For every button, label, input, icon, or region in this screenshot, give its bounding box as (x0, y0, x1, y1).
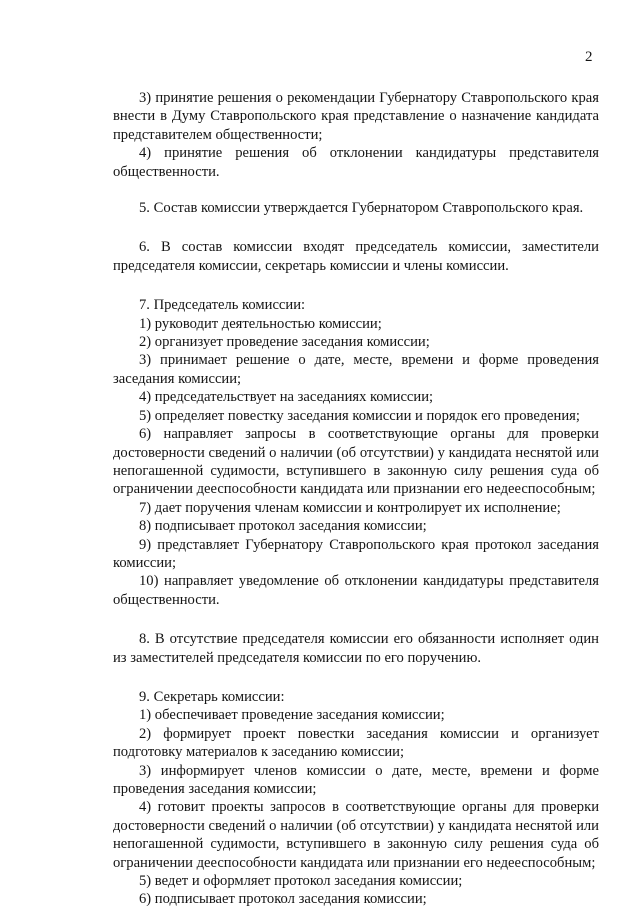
list-item: 5) определяет повестку заседания комиссии и порядок его проведения; (139, 407, 580, 424)
list-item: 9) представляет Губернатору Ставропольского края протокол заседания комиссии; (113, 536, 599, 571)
list-item: 2) организует проведение заседания комиссии; (139, 334, 430, 351)
list-item: 5) ведет и оформляет протокол заседания комиссии; (139, 873, 463, 890)
list-item: 6) подписывает протокол заседания комиссии; (139, 891, 427, 908)
section-heading: 7. Председатель комиссии: (139, 297, 306, 314)
page-number: 2 (585, 49, 593, 65)
document-body (113, 89, 599, 909)
list-item: 2) формирует проект повестки заседания комиссии и организует подготовку материалов к заседанию комиссии; (113, 725, 599, 761)
list-item: 10) направляет уведомление об отклонении кандидатуры представителя общественности. (113, 573, 599, 608)
list-item: 8) подписывает протокол заседания комиссии; (139, 518, 427, 535)
list-item: 3) информирует членов комиссии о дате, месте, времени и форме проведения заседания комиссии; (113, 762, 599, 797)
paragraph: 5. Состав комиссии утверждается Губернатором Ставропольского края. (139, 200, 584, 217)
list-item: 3) принимает решение о дате, месте, времени и форме проведения заседания комиссии; (113, 352, 599, 387)
paragraph: 3) принятие решения о рекомендации Губернатору Ставропольского края внести в Думу Ставропольского края представление о назначение кандидата представителем общественности; (113, 90, 599, 143)
paragraph: 6. В состав комиссии входят председатель комиссии, заместители председателя комиссии, секретарь комиссии и члены комиссии. (113, 239, 599, 274)
section-heading: 9. Секретарь комиссии: (139, 688, 285, 705)
list-item: 6) направляет запросы в соответствующие органы для проверки достоверности сведений о наличии (об отсутствии) у кандидата неснятой или непогашенной судимости, вступившего в законную силу решения суда об ограничении дееспособности кандидата или признании его недееспособным; (113, 426, 599, 498)
list-item: 4) председательствует на заседаниях комиссии; (139, 389, 434, 406)
list-item: 1) руководит деятельностью комиссии; (139, 315, 382, 332)
list-item: 4) готовит проекты запросов в соответствующие органы для проверки достоверности сведений о наличии (об отсутствии) у кандидата неснятой или непогашенной судимости, вступившего в законную силу решения суда об ограничении дееспособности кандидата или признании его недееспособным; (113, 799, 599, 871)
list-item: 1) обеспечивает проведение заседания комиссии; (139, 707, 445, 724)
list-item: 7) дает поручения членам комиссии и контролирует их исполнение; (139, 499, 561, 516)
paragraph: 8. В отсутствие председателя комиссии его обязанности исполняет один из заместителей председателя комиссии по его поручению. (113, 631, 599, 666)
paragraph: 4) принятие решения об отклонении кандидатуры представителя общественности. (113, 145, 599, 180)
